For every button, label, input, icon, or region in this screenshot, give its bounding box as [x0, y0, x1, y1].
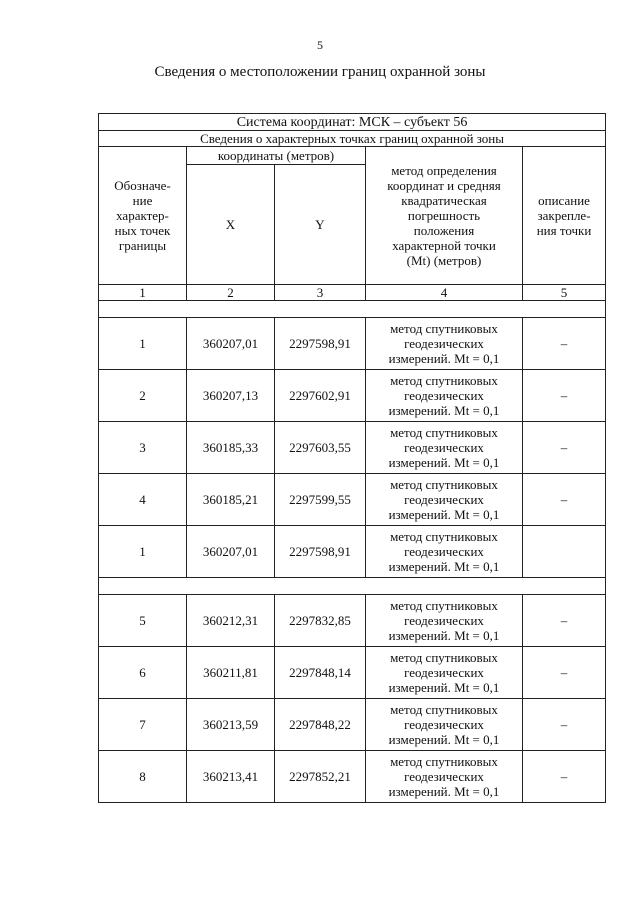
col-number: 3 — [275, 285, 366, 301]
x-coordinate-cell: 360185,21 — [187, 474, 275, 526]
table-row — [99, 751, 606, 803]
x-coordinate-cell: 360211,81 — [187, 647, 275, 699]
col-number: 2 — [187, 285, 275, 301]
y-coordinate-cell: 2297848,14 — [275, 647, 366, 699]
method-cell — [366, 370, 523, 422]
method-line: метод спутниковых — [390, 529, 498, 544]
method-line: измерений. Mt = 0,1 — [388, 403, 500, 418]
method-cell — [366, 318, 523, 370]
x-coordinate-cell: 360207,01 — [187, 526, 275, 578]
column-numbers-row — [99, 285, 606, 301]
method-cell — [366, 699, 523, 751]
method-line: геодезических — [404, 613, 484, 628]
point-id-cell: 4 — [99, 474, 187, 526]
x-coordinate-cell: 360212,31 — [187, 595, 275, 647]
method-cell — [366, 526, 523, 578]
method-line: геодезических — [404, 336, 484, 351]
method-line: измерений. Mt = 0,1 — [388, 732, 500, 747]
method-cell — [366, 595, 523, 647]
x-coordinate-cell: 360185,33 — [187, 422, 275, 474]
table-row — [99, 699, 606, 751]
method-line: метод спутниковых — [390, 477, 498, 492]
method-line: геодезических — [404, 769, 484, 784]
description-cell: – — [523, 370, 606, 422]
coordinates-table — [98, 113, 606, 803]
description-cell: – — [523, 318, 606, 370]
y-coordinate-cell: 2297603,55 — [275, 422, 366, 474]
method-line: измерений. Mt = 0,1 — [388, 351, 500, 366]
table-row — [99, 370, 606, 422]
x-coordinate-cell: 360213,59 — [187, 699, 275, 751]
method-line: измерений. Mt = 0,1 — [388, 680, 500, 695]
header-method: метод определения координат и средняя квадратическая погрешность положения характерной точки (Mt) (метров) — [366, 147, 523, 285]
method-cell — [366, 647, 523, 699]
page-number: 5 — [317, 38, 323, 52]
description-cell: – — [523, 422, 606, 474]
method-line: метод спутниковых — [390, 425, 498, 440]
col-number: 4 — [366, 285, 523, 301]
point-id-cell: 2 — [99, 370, 187, 422]
y-coordinate-cell: 2297602,91 — [275, 370, 366, 422]
y-coordinate-cell: 2297848,22 — [275, 699, 366, 751]
x-coordinate-cell: 360207,01 — [187, 318, 275, 370]
method-line: геодезических — [404, 440, 484, 455]
table-row — [99, 526, 606, 578]
method-line: измерений. Mt = 0,1 — [388, 507, 500, 522]
table-row — [99, 318, 606, 370]
y-coordinate-cell: 2297599,55 — [275, 474, 366, 526]
method-line: метод спутниковых — [390, 598, 498, 613]
method-cell — [366, 751, 523, 803]
method-line: метод спутниковых — [390, 650, 498, 665]
method-line: геодезических — [404, 544, 484, 559]
y-coordinate-cell: 2297598,91 — [275, 318, 366, 370]
col-number: 5 — [523, 285, 606, 301]
description-cell: – — [523, 647, 606, 699]
method-line: геодезических — [404, 717, 484, 732]
x-coordinate-cell: 360207,13 — [187, 370, 275, 422]
method-line: измерений. Mt = 0,1 — [388, 628, 500, 643]
header-y: Y — [275, 165, 366, 285]
header-description: описание закрепле- ния точки — [523, 147, 606, 285]
method-line: геодезических — [404, 388, 484, 403]
point-id-cell: 7 — [99, 699, 187, 751]
point-id-cell: 5 — [99, 595, 187, 647]
description-cell: – — [523, 699, 606, 751]
group-separator — [99, 301, 606, 318]
point-id-cell: 8 — [99, 751, 187, 803]
table-row — [99, 422, 606, 474]
section-title-header: Сведения о характерных точках границ охранной зоны — [99, 131, 606, 147]
method-line: измерений. Mt = 0,1 — [388, 455, 500, 470]
point-id-cell: 3 — [99, 422, 187, 474]
point-id-cell: 1 — [99, 318, 187, 370]
method-line: метод спутниковых — [390, 373, 498, 388]
table-row — [99, 595, 606, 647]
coord-system-header: Система координат: МСК – субъект 56 — [99, 114, 606, 131]
header-point-designation: Обозначе- ние характер- ных точек границы — [99, 147, 187, 285]
y-coordinate-cell: 2297852,21 — [275, 751, 366, 803]
header-coordinates: координаты (метров) — [187, 147, 366, 165]
description-cell: – — [523, 595, 606, 647]
method-line: измерений. Mt = 0,1 — [388, 784, 500, 799]
col-number: 1 — [99, 285, 187, 301]
table-row — [99, 474, 606, 526]
method-cell — [366, 474, 523, 526]
header-x: X — [187, 165, 275, 285]
group-separator — [99, 578, 606, 595]
point-id-cell: 1 — [99, 526, 187, 578]
method-line: метод спутниковых — [390, 321, 498, 336]
y-coordinate-cell: 2297832,85 — [275, 595, 366, 647]
method-line: геодезических — [404, 665, 484, 680]
method-line: метод спутниковых — [390, 702, 498, 717]
method-line: измерений. Mt = 0,1 — [388, 559, 500, 574]
method-line: геодезических — [404, 492, 484, 507]
description-cell: – — [523, 751, 606, 803]
table-row — [99, 647, 606, 699]
method-cell — [366, 422, 523, 474]
y-coordinate-cell: 2297598,91 — [275, 526, 366, 578]
description-cell: – — [523, 474, 606, 526]
document-title: Сведения о местоположении границ охранной зоны — [154, 64, 486, 80]
method-line: метод спутниковых — [390, 754, 498, 769]
x-coordinate-cell: 360213,41 — [187, 751, 275, 803]
point-id-cell: 6 — [99, 647, 187, 699]
description-cell — [523, 526, 606, 578]
